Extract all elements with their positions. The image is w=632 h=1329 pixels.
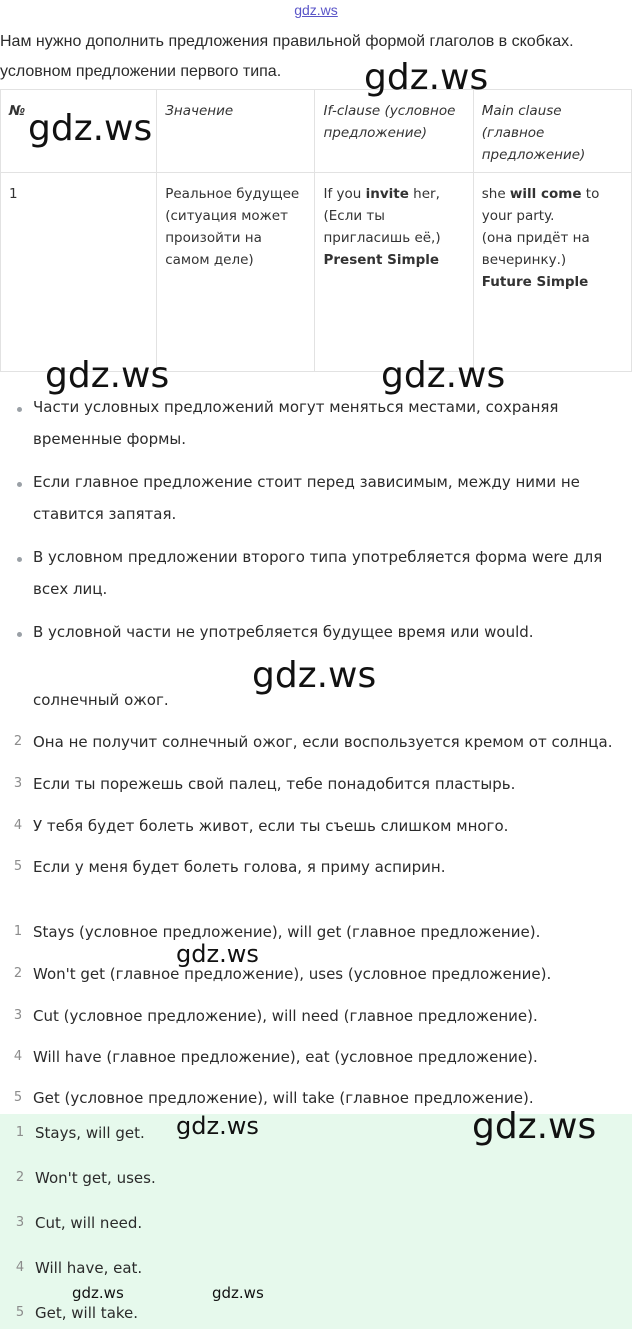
item-number: 3: [15, 1215, 25, 1230]
item-number: 4: [15, 1260, 25, 1275]
item-number: 1: [13, 924, 23, 939]
watermark: gdz.ws: [45, 355, 170, 396]
header-number: №: [1, 90, 157, 173]
row-if-clause: [315, 173, 473, 372]
main-clause-translation: (она придёт на вечеринку.): [481, 230, 590, 268]
bullet-icon: [17, 632, 22, 637]
watermark: gdz.ws: [72, 1284, 124, 1302]
item-number: 2: [15, 1170, 25, 1185]
row-number: 1: [1, 173, 157, 372]
item-number: 2: [13, 966, 23, 981]
main-clause-tense: Future Simple: [481, 274, 589, 290]
item-number: 3: [13, 1008, 23, 1023]
item-number: 3: [13, 776, 23, 791]
site-link[interactable]: gdz.ws: [294, 2, 338, 18]
item-number: 1: [15, 1125, 25, 1140]
table-row: [1, 173, 632, 372]
answer-box: 1 Stays, will get. 2 Won't get, uses. 3 Cut, will need. 4 Will have, eat. 5 Get, will take.: [0, 1114, 632, 1329]
watermark: gdz.ws: [252, 655, 377, 696]
bullet-icon: [17, 557, 22, 562]
intro-line-1: Нам нужно дополнить предложения правильной формой глаголов в скобках.: [0, 33, 574, 50]
header-if-clause: If-clause (условное предложение): [315, 90, 473, 173]
row-meaning: Реальное будущее (ситуация может произойти на самом деле): [157, 173, 315, 372]
translation-fragment: солнечный ожог.: [33, 691, 169, 709]
watermark: gdz.ws: [381, 355, 506, 396]
row-main-clause: [473, 173, 631, 372]
main-clause-example: she will come to your party.: [481, 186, 600, 224]
item-number: 5: [13, 1090, 23, 1105]
if-clause-tense: Present Simple: [323, 252, 440, 268]
if-clause-translation: (Если ты пригласишь её,): [323, 208, 441, 246]
watermark: gdz.ws: [176, 940, 259, 968]
watermark: gdz.ws: [472, 1106, 597, 1147]
header-main-clause: Main clause (главное предложение): [473, 90, 631, 173]
item-number: 5: [13, 859, 23, 874]
item-number: 4: [13, 1049, 23, 1064]
bullet-icon: [17, 482, 22, 487]
watermark: gdz.ws: [212, 1284, 264, 1302]
watermark: gdz.ws: [176, 1112, 259, 1140]
item-number: 5: [15, 1305, 25, 1320]
watermark: gdz.ws: [28, 108, 153, 149]
if-clause-example: If you invite her,: [323, 186, 440, 202]
header-meaning: Значение: [157, 90, 315, 173]
bullet-icon: [17, 407, 22, 412]
watermark: gdz.ws: [364, 57, 489, 98]
item-number: 4: [13, 818, 23, 833]
item-number: 2: [13, 734, 23, 749]
intro-line-2: условном предложении первого типа.: [0, 63, 282, 80]
